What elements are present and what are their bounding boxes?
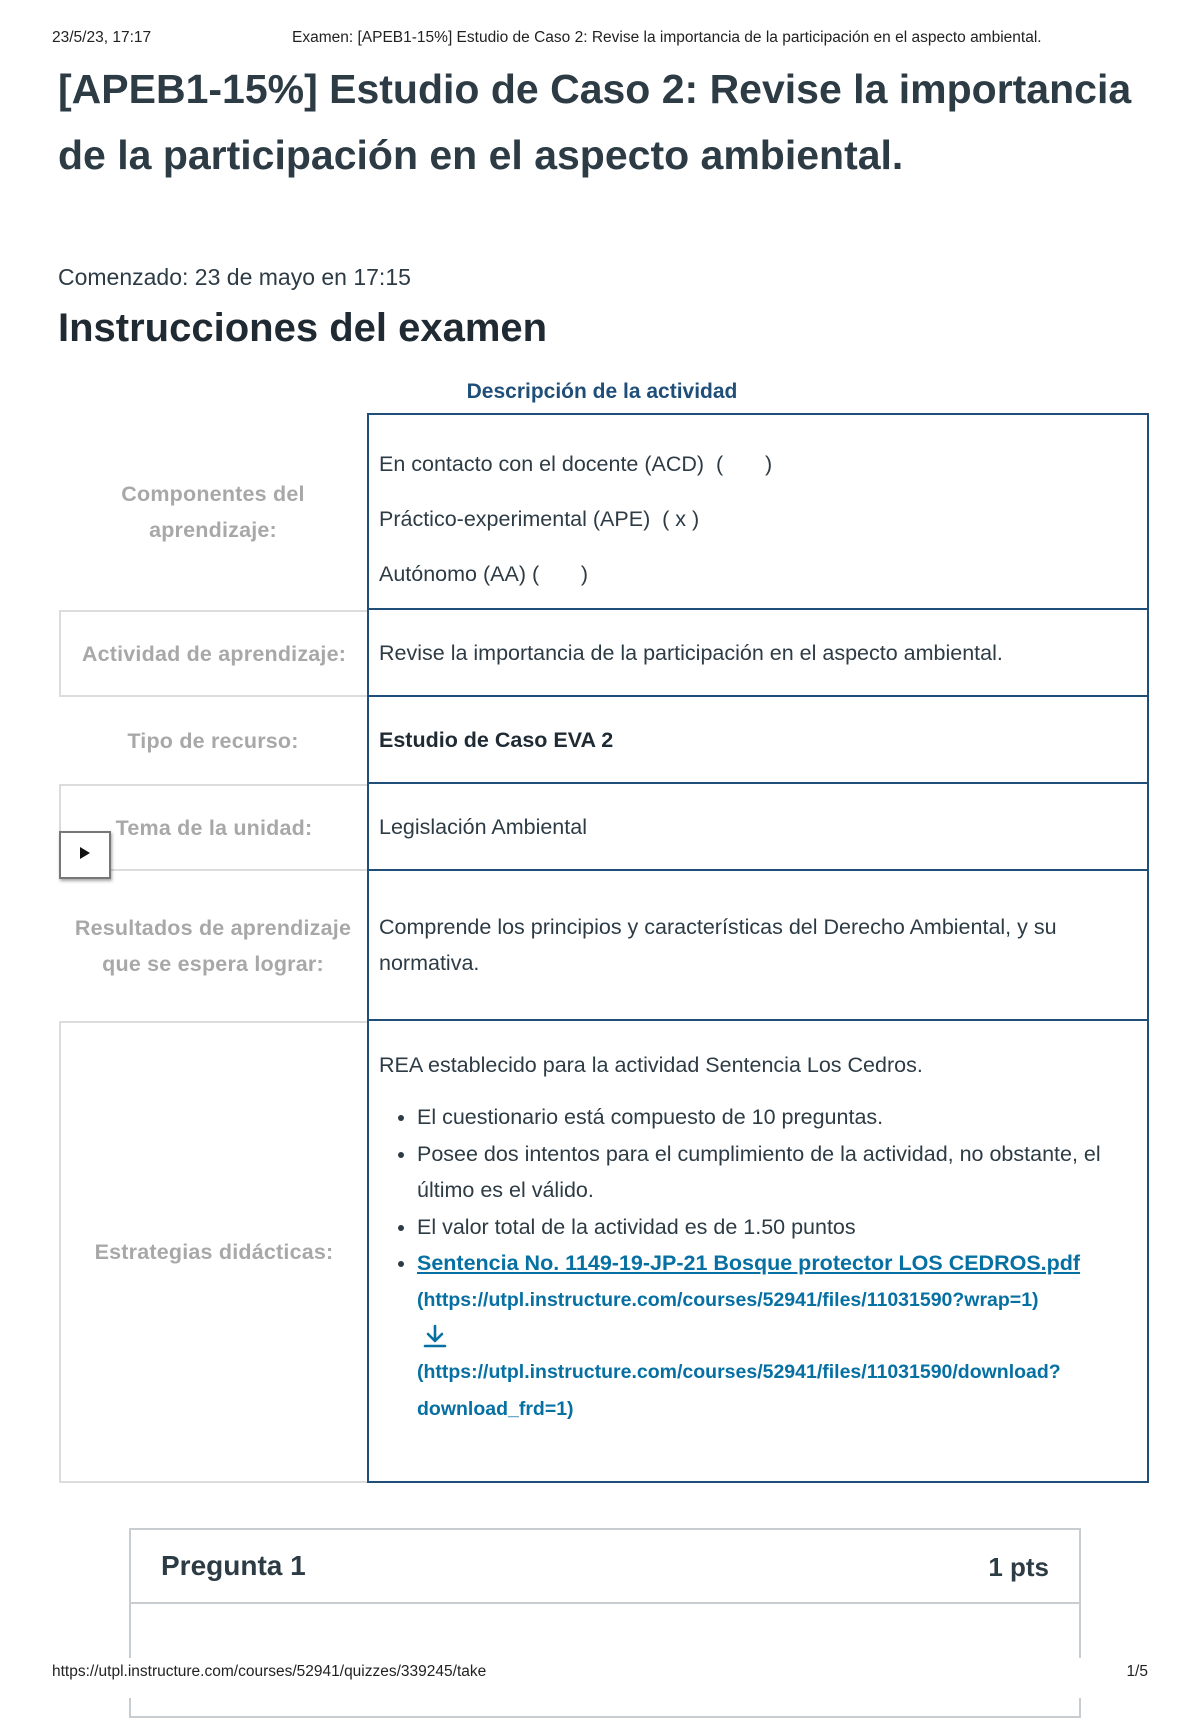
unit-value bbox=[367, 784, 1149, 871]
resource-label: Tipo de recurso: bbox=[127, 728, 299, 753]
table-row-results bbox=[59, 871, 1149, 1021]
started-timestamp: Comenzado: 23 de mayo en 17:15 bbox=[58, 264, 411, 290]
list-item: • El valor total de la actividad es de 1.50 puntos bbox=[417, 1209, 1137, 1246]
table-row-resource bbox=[59, 697, 1149, 784]
print-date: 23/5/23, 17:17 bbox=[52, 29, 152, 46]
table-caption: Descripción de la actividad bbox=[466, 380, 738, 403]
results-label: Resultados de aprendizaje que se espera lograr: bbox=[74, 916, 352, 976]
download-url[interactable]: (https://utpl.instructure.com/courses/52941/files/11031590/download?download_frd=1) bbox=[417, 1361, 1061, 1420]
print-doc-title: Examen: [APEB1-15%] Estudio de Caso 2: Revise la importancia de la participación en el aspecto ambiental. bbox=[292, 29, 1042, 46]
question-title: Pregunta 1 bbox=[161, 1550, 306, 1581]
strategies-list bbox=[379, 1099, 1137, 1427]
components-value bbox=[367, 413, 1149, 610]
list-item-file bbox=[417, 1245, 1137, 1427]
download-icon[interactable] bbox=[421, 1318, 1137, 1354]
page-number: 1/5 bbox=[1126, 1663, 1148, 1680]
activity-value bbox=[367, 610, 1149, 697]
results-value bbox=[367, 871, 1149, 1021]
instructions-heading: Instrucciones del examen bbox=[58, 306, 548, 350]
question-points: 1 pts bbox=[988, 1552, 1049, 1582]
table-row-activity bbox=[59, 610, 1149, 697]
table-row-components bbox=[59, 413, 1149, 610]
strategies-label: Estrategias didácticas: bbox=[59, 1021, 367, 1483]
activity-label: Actividad de aprendizaje: bbox=[59, 610, 367, 697]
list-item: • Posee dos intentos para el cumplimiento de la actividad, no obstante, el último es el válido. bbox=[417, 1136, 1137, 1209]
quiz-title: [APEB1-15%] Estudio de Caso 2: Revise la importancia de la participación en el aspecto ambiental. bbox=[58, 66, 1132, 178]
play-button[interactable] bbox=[59, 831, 111, 879]
resource-value bbox=[367, 697, 1149, 784]
file-url[interactable]: (https://utpl.instructure.com/courses/52941/files/11031590?wrap=1) bbox=[417, 1288, 1039, 1311]
components-label: Componentes del aprendizaje: bbox=[121, 481, 305, 542]
strategies-intro: REA establecido para la actividad Sentencia Los Cedros. bbox=[379, 1053, 923, 1077]
table-row-unit bbox=[59, 784, 1149, 871]
component-aa: Autónomo (AA) ( ) bbox=[379, 562, 589, 586]
print-header bbox=[52, 29, 1148, 51]
print-footer bbox=[52, 1663, 1148, 1685]
unit-text: Legislación Ambiental bbox=[379, 814, 587, 839]
file-link[interactable]: Sentencia No. 1149-19-JP-21 Bosque protector LOS CEDROS.pdf bbox=[417, 1251, 1081, 1275]
activity-text: Revise la importancia de la participación en el aspecto ambiental. bbox=[379, 640, 1003, 665]
play-icon bbox=[78, 845, 92, 866]
results-text: Comprende los principios y características del Derecho Ambiental, y su normativa. bbox=[379, 915, 1057, 975]
resource-text: Estudio de Caso EVA 2 bbox=[379, 727, 614, 752]
unit-label: Tema de la unidad: bbox=[59, 784, 367, 871]
component-ape: Práctico-experimental (APE) ( x ) bbox=[379, 507, 700, 531]
print-url: https://utpl.instructure.com/courses/52941/quizzes/339245/take bbox=[52, 1663, 487, 1680]
list-item: • El cuestionario está compuesto de 10 preguntas. bbox=[417, 1099, 1137, 1136]
component-acd: En contacto con el docente (ACD) ( ) bbox=[379, 452, 773, 476]
table-row-strategies bbox=[59, 1021, 1149, 1483]
strategies-value bbox=[367, 1021, 1149, 1483]
question-header bbox=[131, 1530, 1079, 1604]
